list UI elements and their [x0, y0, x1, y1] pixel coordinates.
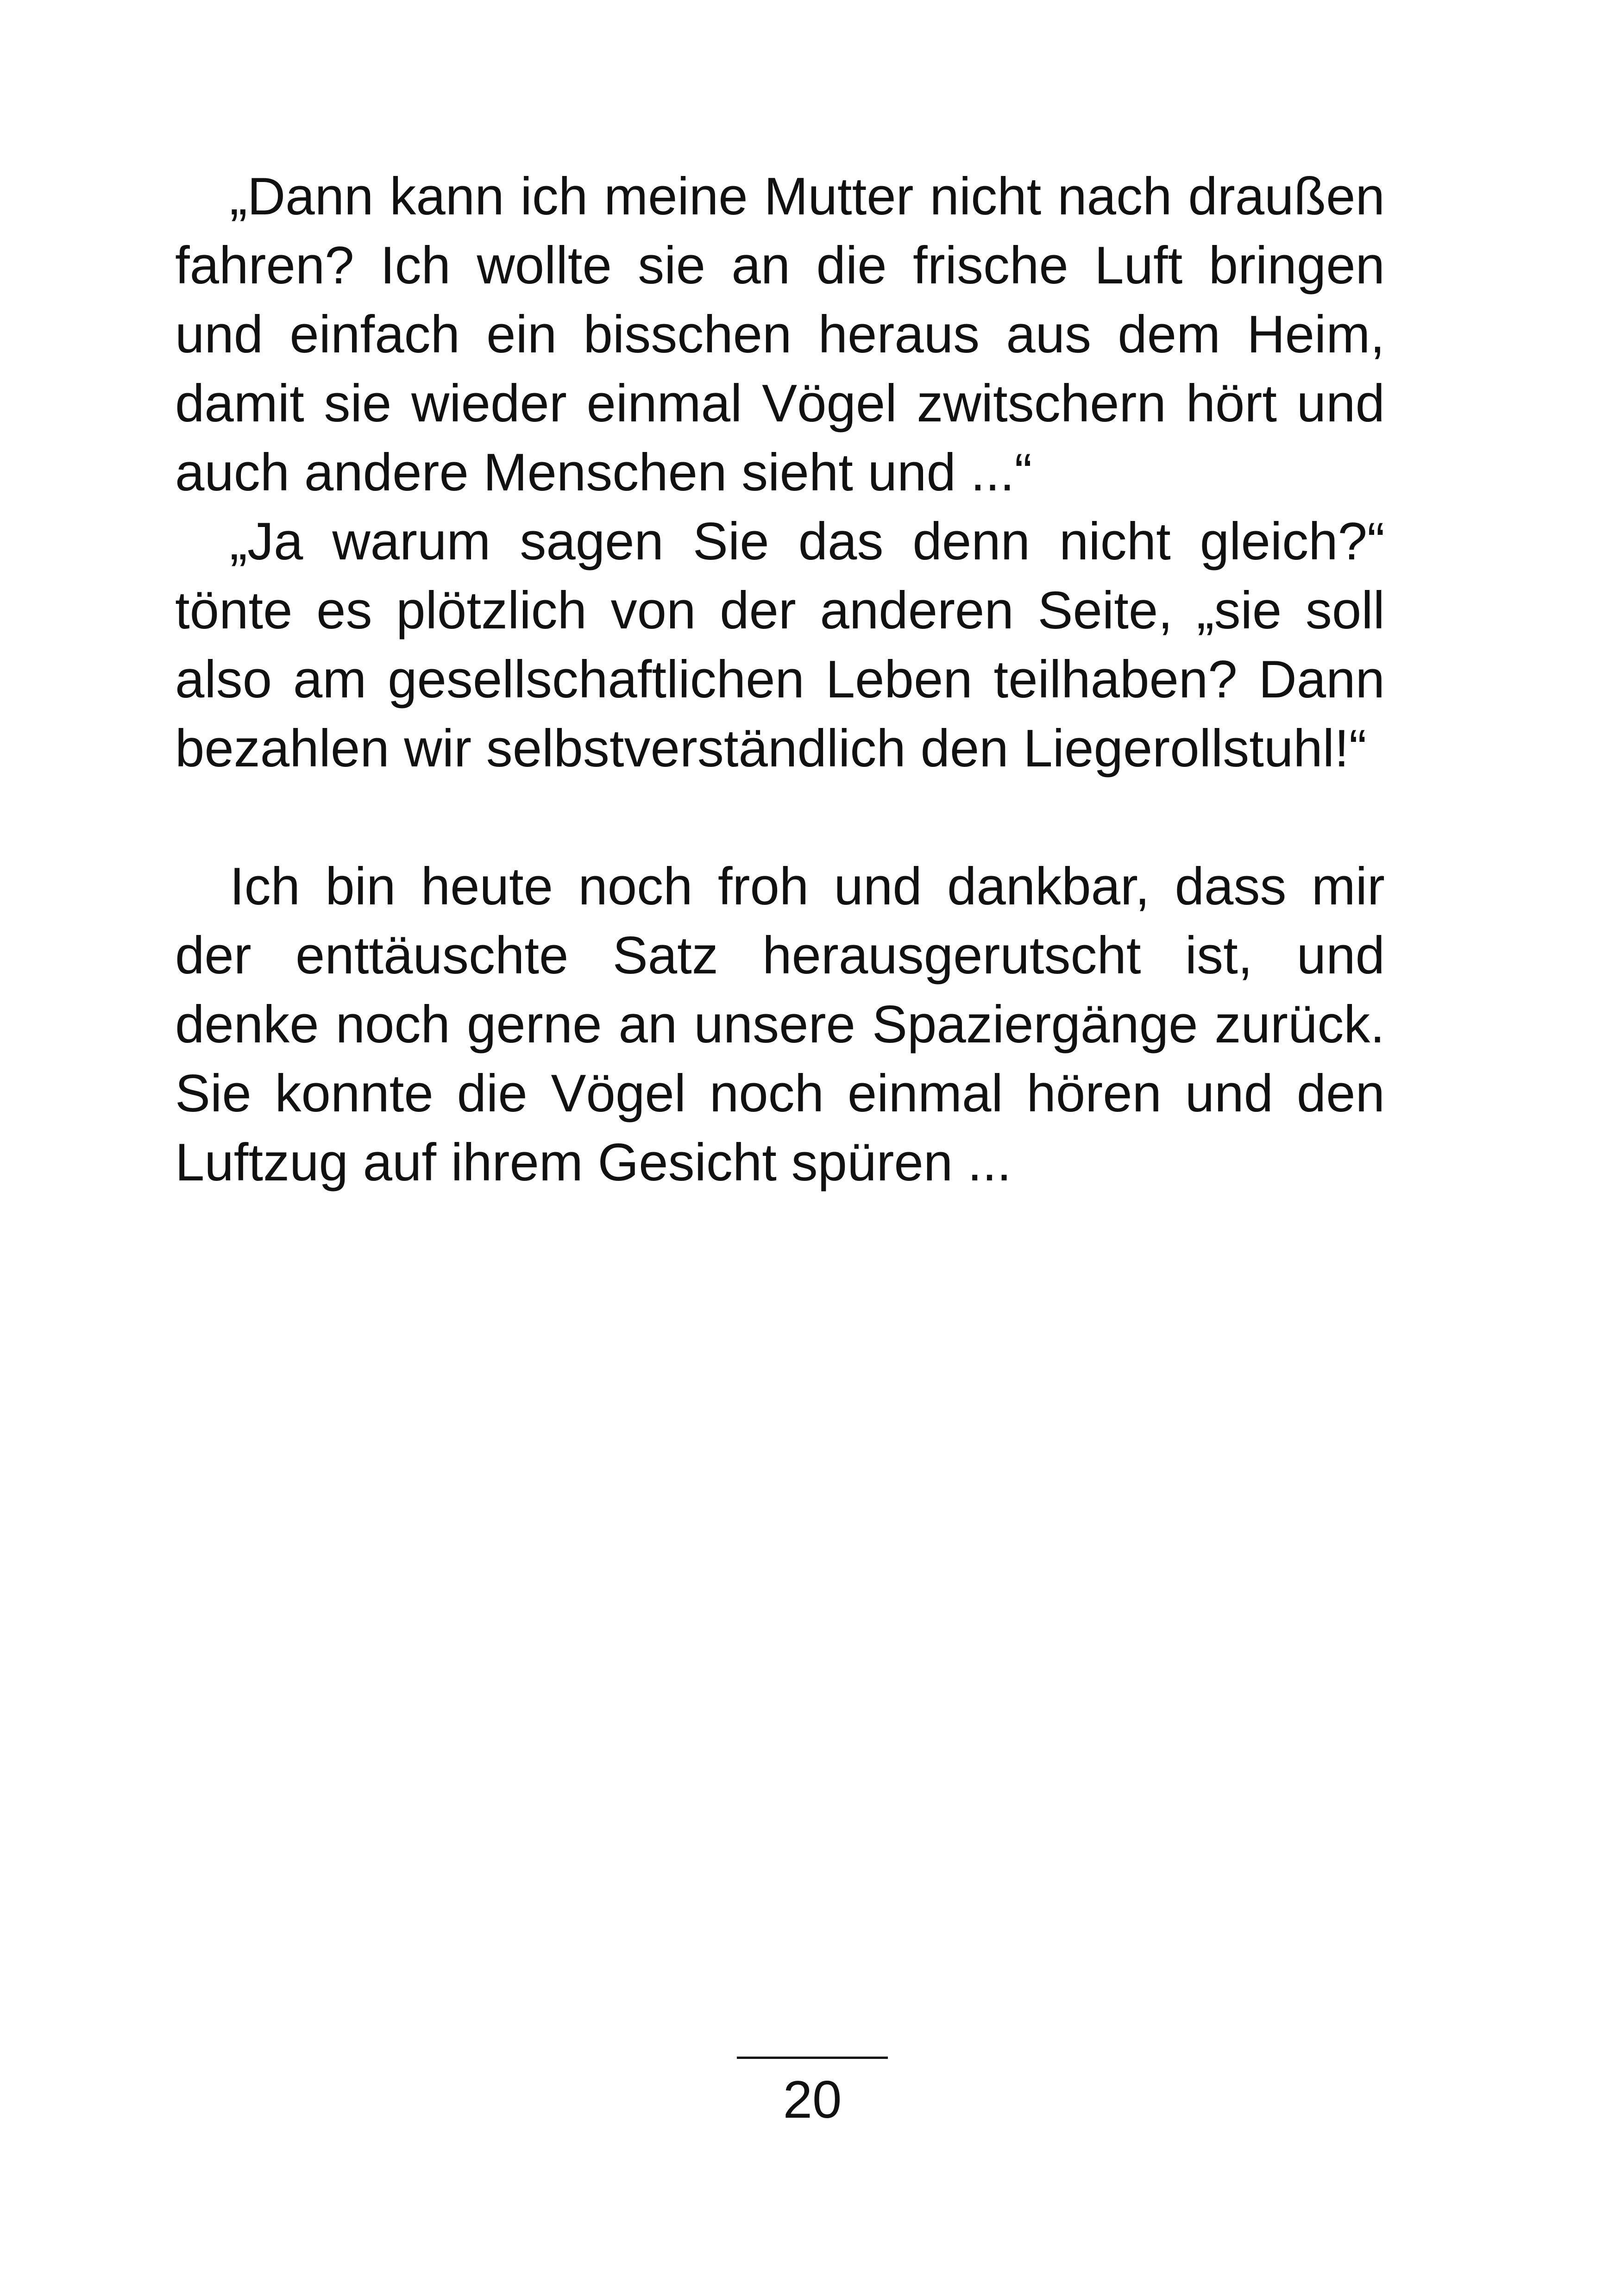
body-text [175, 162, 1385, 1197]
paragraph-3: Ich bin heute noch froh und dankbar, dass mir der enttäuschte Satz herausgerutscht ist, und denke noch gerne an unsere Spaziergänge zurück. Sie konnte die Vögel noch einmal hören und den Luftzug auf ihrem Gesicht spüren ... [175, 857, 1385, 1192]
paragraph-1: „Dann kann ich meine Mutter nicht nach draußen fahren? Ich wollte sie an die frische Luft bringen und einfach ein bisschen heraus aus dem Heim, damit sie wieder einmal Vögel zwitschern hört und auch andere Menschen sieht und ...“ [175, 167, 1385, 502]
paragraph-2: „Ja warum sagen Sie das denn nicht gleich?“ tönte es plötzlich von der anderen Seite, „sie soll also am gesellschaftlichen Leben teilhaben? Dann bezahlen wir selbstverständlich den Liegerollstuhl!“ [175, 512, 1385, 778]
paragraph-spacer [175, 783, 1385, 852]
footer-rule [737, 2057, 888, 2059]
page-number: 20 [783, 2070, 842, 2129]
